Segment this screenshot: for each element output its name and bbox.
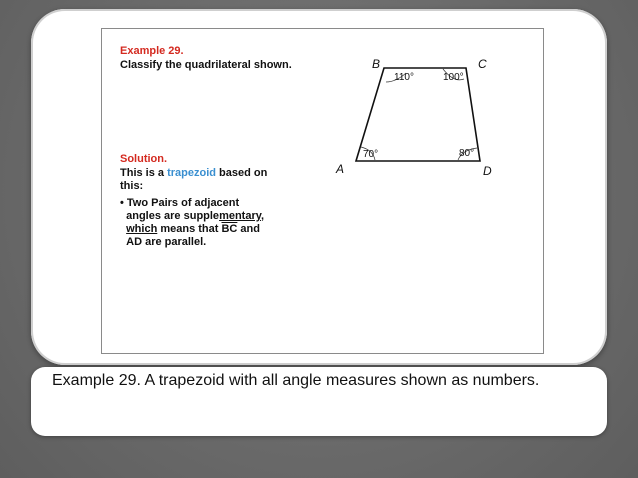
bullet-line3-mid: means that: [157, 223, 222, 235]
solution-text-end: based on: [215, 167, 268, 179]
trapezoid-diagram: [102, 29, 543, 353]
trapezoid-term: trapezoid: [167, 167, 216, 179]
solution-title: Solution.: [120, 153, 168, 165]
angle-label-c: 100°: [443, 72, 464, 83]
solution-text-line2: this:: [120, 180, 144, 192]
segment-bc: $\overline{BC}$: [221, 223, 238, 235]
vertex-label-a: A: [336, 162, 345, 176]
vertex-label-b: B: [372, 57, 381, 71]
example-title: Example 29.: [120, 45, 184, 57]
bullet-line2-underlined: mentary: [219, 210, 262, 222]
vertex-label-d: D: [483, 164, 492, 178]
angle-label-b: 110°: [394, 72, 414, 83]
caption-box: [31, 367, 607, 436]
bullet-line3-underlined: which: [126, 223, 158, 235]
bullet-line4-end: are parallel.: [142, 236, 207, 248]
bullet-line2-start: angles are supple: [126, 210, 220, 222]
bullet-line3-end: and: [237, 223, 260, 235]
bullet-line2-end: ,: [261, 210, 265, 222]
vertex-label-c: C: [478, 57, 487, 71]
segment-ad: AD: [126, 236, 143, 248]
bullet-line1: • Two Pairs of adjacent: [120, 197, 240, 209]
angle-label-a: 70°: [363, 149, 379, 160]
slide-content: [101, 28, 544, 354]
example-prompt: Classify the quadrilateral shown.: [120, 59, 292, 71]
slide-caption: Example 29. A trapezoid with all angle measures shown as numbers.: [52, 372, 540, 389]
solution-text-start: This is a: [120, 167, 168, 179]
angle-label-d: 80°: [459, 148, 475, 159]
